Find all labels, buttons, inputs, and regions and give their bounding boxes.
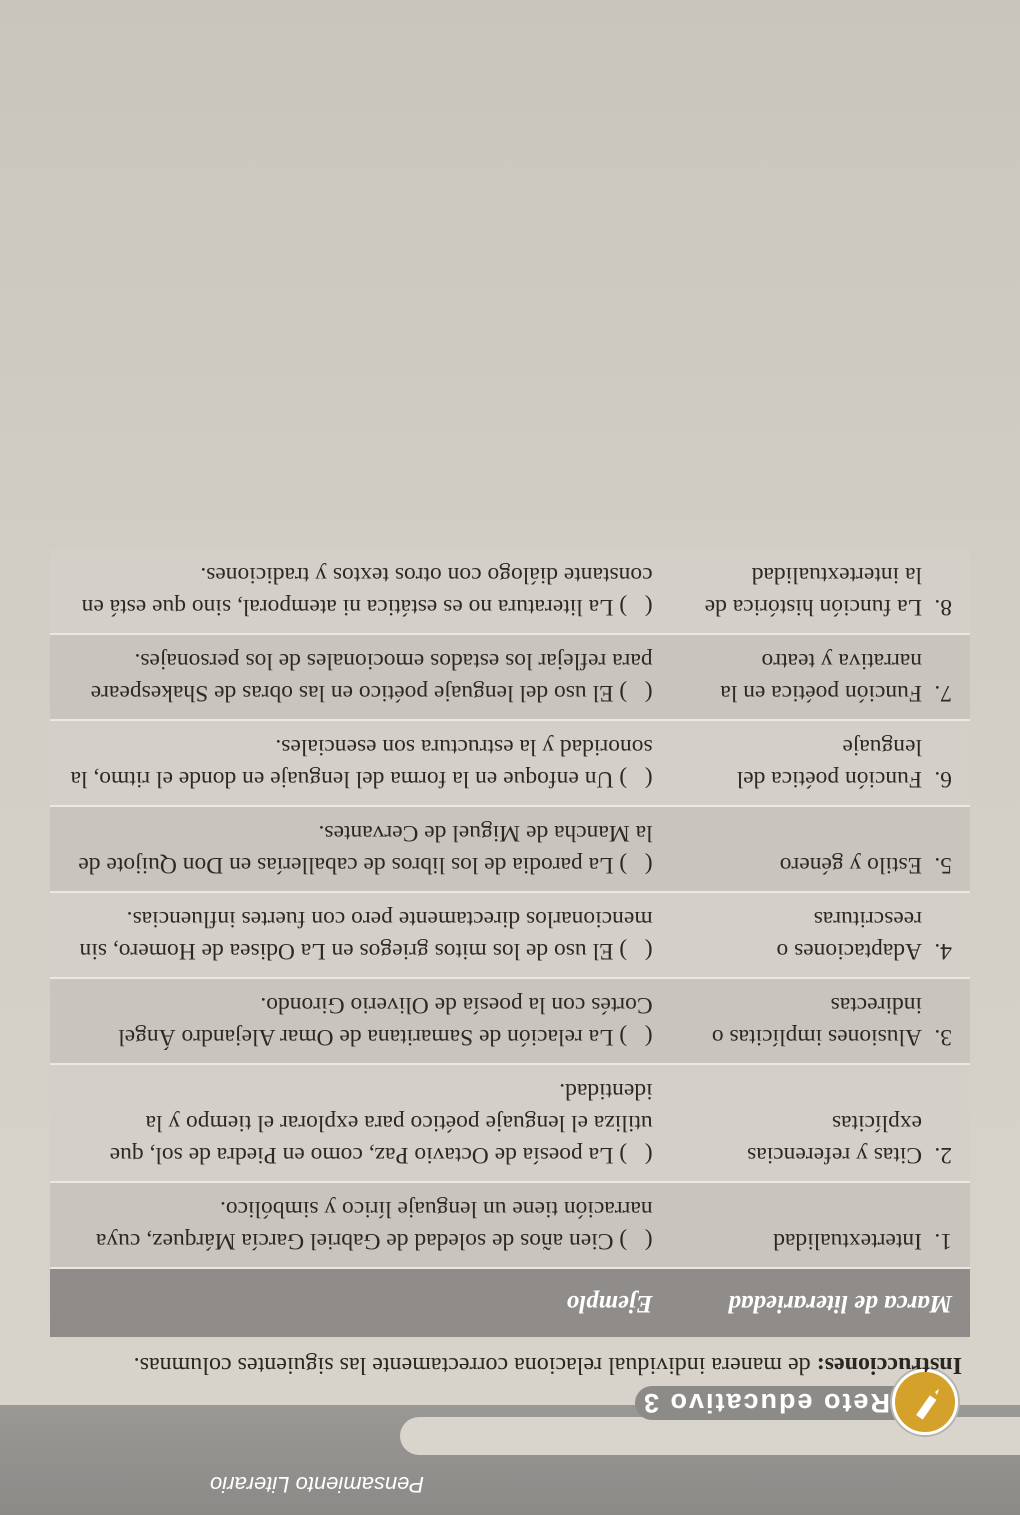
row-number: 6. [934, 766, 952, 792]
example-cell [50, 1064, 671, 1182]
example-text: La relación de Samaritana de Omar Alejandro Ángel Cortés con la poesía de Oliverio Girondo. [118, 992, 653, 1050]
mark-label: Función poética en la narrativa y teatro [720, 648, 922, 706]
answer-blank[interactable]: ( ) [619, 1228, 653, 1254]
section-title: Pensamiento Literario [210, 1472, 425, 1497]
row-number: 7. [934, 680, 952, 706]
matching-table [50, 549, 970, 1337]
column-header-mark: Marca de literariedad [671, 1268, 970, 1337]
example-cell [50, 892, 671, 978]
row-number: 1. [934, 1228, 952, 1254]
row-number: 8. [934, 594, 952, 620]
answer-blank[interactable]: ( ) [619, 766, 653, 792]
mark-cell [671, 1064, 970, 1182]
table-row [50, 720, 970, 806]
mark-cell [671, 634, 970, 720]
mark-label: Adaptaciones o reescrituras [776, 906, 922, 964]
table-row [50, 634, 970, 720]
example-cell [50, 634, 671, 720]
table-row [50, 1182, 970, 1268]
row-number: 4. [934, 938, 952, 964]
mark-label: La función histórica de la intertextualidad [704, 562, 922, 620]
answer-blank[interactable]: ( ) [619, 938, 653, 964]
example-cell [50, 1182, 671, 1268]
instructions-label: Instrucciones: [816, 1352, 962, 1378]
mark-cell [671, 978, 970, 1064]
column-header-example: Ejemplo [50, 1268, 671, 1337]
example-cell [50, 549, 671, 634]
example-text: El uso del lenguaje poético en las obras de Shakespeare para reflejar los estados emocionales de los personajes. [90, 648, 653, 706]
table-row [50, 978, 970, 1064]
row-number: 2. [934, 1142, 952, 1168]
mark-cell [671, 720, 970, 806]
row-number: 3. [934, 1024, 952, 1050]
mark-label: Intertextualidad [773, 1228, 922, 1254]
mark-label: Alusiones implícitas o indirectas [711, 992, 922, 1050]
instructions-text: de manera individual relaciona correctamente las siguientes columnas. [133, 1352, 811, 1378]
row-number: 5. [934, 852, 952, 878]
example-cell [50, 720, 671, 806]
table-header-row [50, 1268, 970, 1337]
mark-label: Función poética del lenguaje [736, 734, 922, 792]
example-text: La literatura no es estática ni atemporal, sino que está en constante diálogo con otros textos y tradiciones. [81, 562, 653, 620]
answer-blank[interactable]: ( ) [619, 1142, 653, 1168]
example-text: La parodia de los libros de caballerías en Don Quijote de la Mancha de Miguel de Cervantes. [78, 820, 653, 878]
answer-blank[interactable]: ( ) [619, 594, 653, 620]
mark-cell [671, 1182, 970, 1268]
mark-label: Estilo y género [779, 852, 922, 878]
answer-blank[interactable]: ( ) [619, 852, 653, 878]
answer-blank[interactable]: ( ) [619, 680, 653, 706]
example-text: Cien años de soledad de Gabriel García Márquez, cuya narración tiene un lenguaje lírico y simbólico. [96, 1196, 653, 1254]
instructions [42, 1348, 962, 1382]
mark-cell [671, 806, 970, 892]
table-row [50, 892, 970, 978]
example-text: La poesía de Octavio Paz, como en Piedra de sol, que utiliza el lenguaje poético para explorar el tiempo y la identidad. [109, 1078, 653, 1168]
example-text: El uso de los mitos griegos en La Odisea de Homero, sin mencionarlos directamente pero con fuertes influencias. [79, 906, 653, 964]
example-text: Un enfoque en la forma del lenguaje en donde el ritmo, la sonoridad y la estructura son esenciales. [70, 734, 653, 792]
example-cell [50, 806, 671, 892]
table-row [50, 1064, 970, 1182]
mark-label: Citas y referencias explícitas [747, 1110, 922, 1168]
table-row [50, 806, 970, 892]
table-row [50, 549, 970, 634]
mark-cell [671, 892, 970, 978]
example-cell [50, 978, 671, 1064]
activity-title: Reto educativo 3 [641, 1388, 890, 1418]
answer-blank[interactable]: ( ) [619, 1024, 653, 1050]
mark-cell [671, 549, 970, 634]
